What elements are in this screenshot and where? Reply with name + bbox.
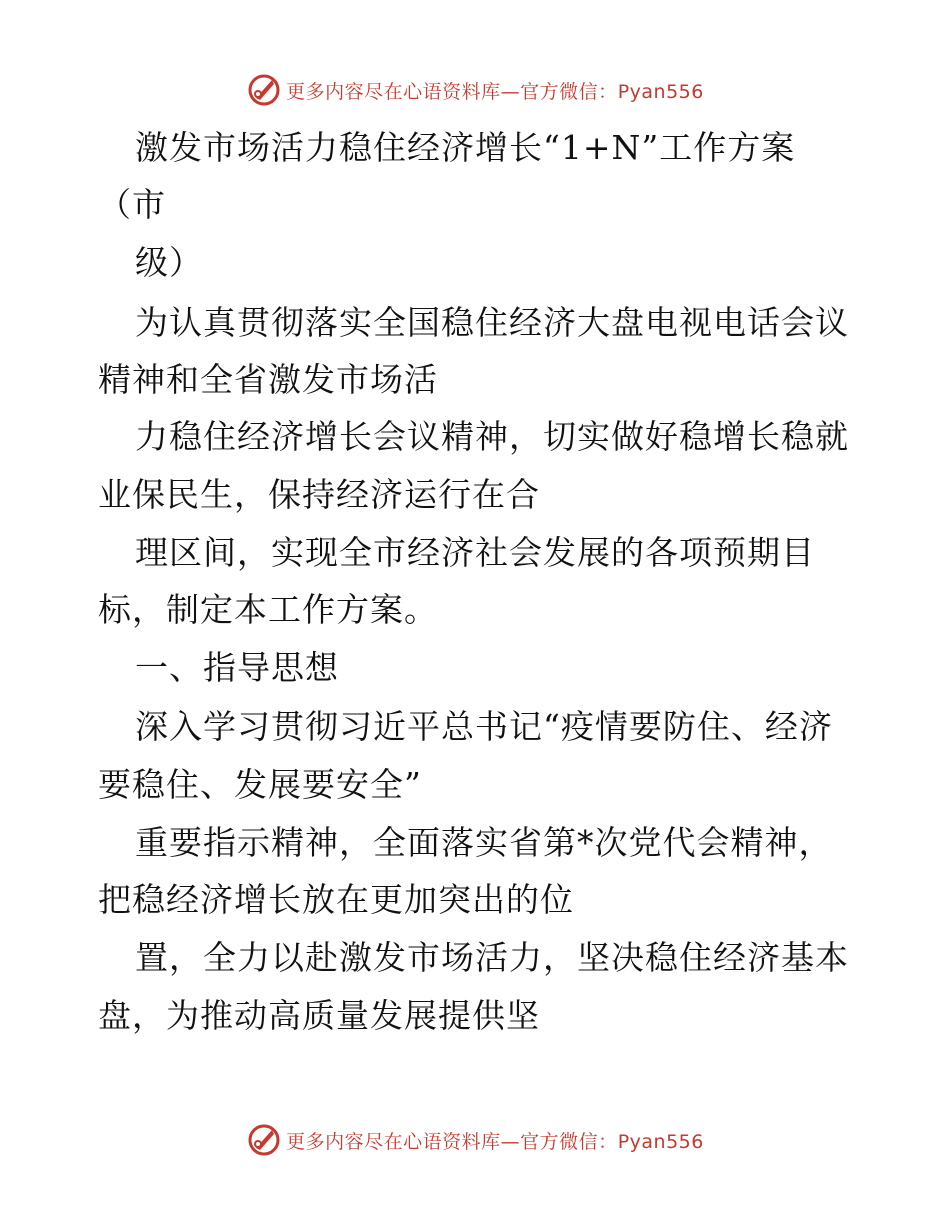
paragraph-1-line-4: 业保民生，保持经济运行在合 [98, 475, 540, 514]
watermark-main: 更多内容尽在心语资料库 [286, 80, 501, 103]
paragraph-1-line-5: 理区间，实现全市经济社会发展的各项预期目 [135, 533, 815, 572]
paragraph-2-line-4: 把稳经济增长放在更加突出的位 [98, 880, 574, 919]
paragraph-1-line-1: 为认真贯彻落实全国稳住经济大盘电视电话会议 [135, 303, 849, 342]
paragraph-2-line-1: 深入学习贯彻习近平总书记“疫情要防住、经济 [135, 707, 833, 746]
paragraph-2-line-5: 置，全力以赴激发市场活力，坚决稳住经济基本 [135, 938, 849, 977]
paragraph-2-line-6: 盘，为推动高质量发展提供坚 [98, 996, 540, 1035]
watermark-id: Pyan556 [617, 1130, 704, 1153]
watermark-contact: 官方微信： [520, 1130, 618, 1153]
quill-logo-icon [246, 72, 282, 108]
paragraph-2-line-2: 要稳住、发展要安全” [98, 765, 422, 804]
watermark-contact: 官方微信： [520, 80, 618, 103]
watermark-id: Pyan556 [617, 80, 704, 103]
doc-title-line-3: 级） [135, 243, 203, 282]
header-watermark [0, 70, 950, 110]
watermark-separator: — [500, 80, 521, 103]
watermark-separator: — [500, 1130, 521, 1153]
quill-logo-icon [246, 1122, 282, 1158]
watermark-main: 更多内容尽在心语资料库 [286, 1130, 501, 1153]
doc-title-line-2: （市 [98, 185, 166, 224]
watermark-text [286, 77, 704, 104]
doc-title-line-1: 激发市场活力稳住经济增长“1+N”工作方案 [135, 128, 796, 167]
paragraph-1-line-2: 精神和全省激发市场活 [98, 360, 438, 399]
section-heading-1: 一、指导思想 [135, 648, 339, 687]
footer-watermark [0, 1120, 950, 1160]
paragraph-1-line-6: 标，制定本工作方案。 [98, 590, 438, 629]
paragraph-2-line-3: 重要指示精神，全面落实省第*次党代会精神， [135, 823, 833, 862]
watermark-text [286, 1127, 704, 1154]
paragraph-1-line-3: 力稳住经济增长会议精神，切实做好稳增长稳就 [135, 417, 849, 456]
